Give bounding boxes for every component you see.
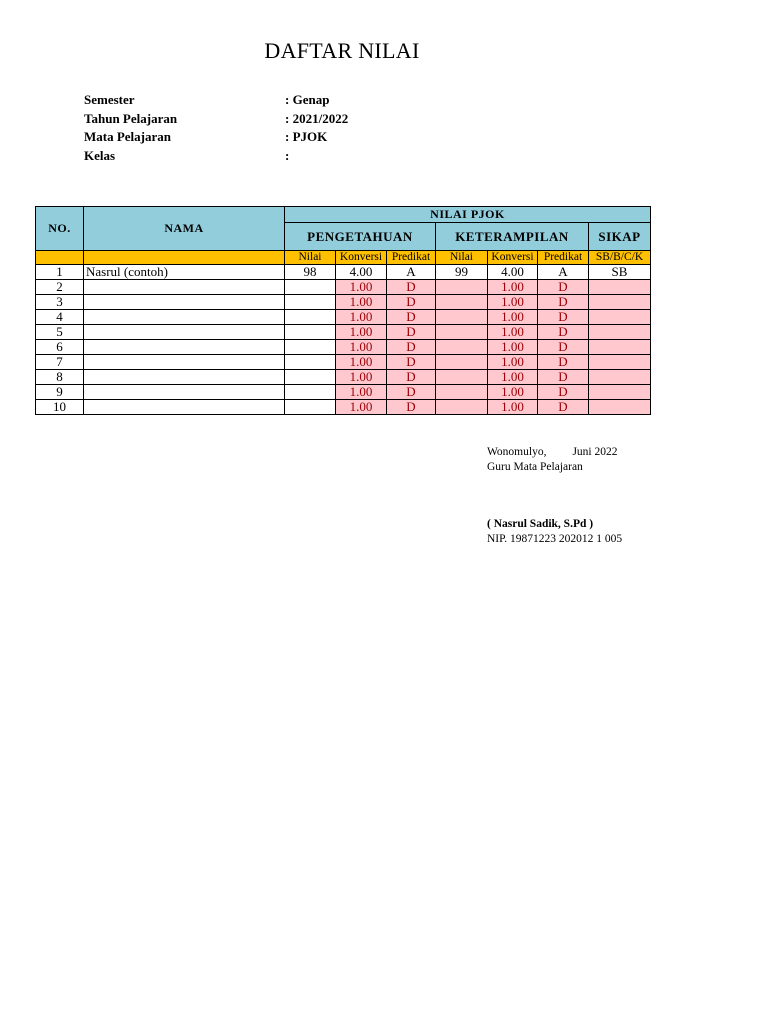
subheader-konversi: Konversi bbox=[488, 251, 538, 265]
cell-nilai-keterampilan bbox=[436, 280, 488, 295]
subheader-konversi: Konversi bbox=[336, 251, 387, 265]
signature-role: Guru Mata Pelajaran bbox=[487, 460, 583, 473]
table-row bbox=[36, 295, 651, 310]
grades-table bbox=[35, 206, 651, 415]
signature-name-block bbox=[487, 517, 622, 546]
cell-sikap bbox=[589, 400, 651, 415]
subheader-nilai: Nilai bbox=[436, 251, 488, 265]
cell-predikat-keterampilan: D bbox=[538, 400, 589, 415]
cell-no: 1 bbox=[36, 265, 84, 280]
cell-konversi-keterampilan: 1.00 bbox=[488, 280, 538, 295]
cell-nilai-pengetahuan bbox=[285, 310, 336, 325]
meta-value: : 2021/2022 bbox=[285, 110, 349, 126]
meta-value: : Genap bbox=[285, 92, 330, 107]
signature-block bbox=[487, 445, 618, 474]
cell-no: 7 bbox=[36, 355, 84, 370]
cell-nama bbox=[84, 400, 285, 415]
table-row bbox=[36, 355, 651, 370]
meta-value: : bbox=[285, 147, 290, 163]
signature-nip: NIP. 19871223 202012 1 005 bbox=[487, 532, 623, 545]
cell-predikat-keterampilan: D bbox=[538, 295, 589, 310]
grade-rows bbox=[36, 265, 651, 415]
subheader-predikat: Predikat bbox=[538, 251, 589, 265]
cell-nilai-keterampilan bbox=[436, 295, 488, 310]
cell-predikat-pengetahuan: D bbox=[387, 385, 436, 400]
cell-sikap bbox=[589, 340, 651, 355]
cell-no: 9 bbox=[36, 385, 84, 400]
meta-info bbox=[84, 91, 348, 165]
meta-row-semester bbox=[84, 91, 348, 110]
cell-predikat-keterampilan: D bbox=[538, 370, 589, 385]
cell-no: 2 bbox=[36, 280, 84, 295]
cell-konversi-pengetahuan: 1.00 bbox=[336, 400, 387, 415]
cell-nilai-pengetahuan bbox=[285, 355, 336, 370]
signature-place: Wonomulyo, bbox=[487, 446, 547, 458]
cell-predikat-keterampilan: D bbox=[538, 325, 589, 340]
cell-nilai-keterampilan: 99 bbox=[436, 265, 488, 280]
header-nama: NAMA bbox=[84, 207, 285, 251]
cell-predikat-pengetahuan: A bbox=[387, 265, 436, 280]
cell-sikap bbox=[589, 295, 651, 310]
table-row bbox=[36, 265, 651, 280]
cell-konversi-pengetahuan: 1.00 bbox=[336, 295, 387, 310]
meta-label: Tahun Pelajaran bbox=[84, 110, 178, 126]
cell-nilai-pengetahuan bbox=[285, 400, 336, 415]
cell-sikap bbox=[589, 355, 651, 370]
cell-konversi-pengetahuan: 4.00 bbox=[336, 265, 387, 280]
cell-no: 4 bbox=[36, 310, 84, 325]
cell-nama bbox=[84, 355, 285, 370]
cell-no: 3 bbox=[36, 295, 84, 310]
subheader-sikap: SB/B/C/K bbox=[589, 251, 651, 265]
subheader-blank bbox=[84, 251, 285, 265]
cell-konversi-keterampilan: 1.00 bbox=[488, 370, 538, 385]
cell-konversi-pengetahuan: 1.00 bbox=[336, 385, 387, 400]
cell-konversi-pengetahuan: 1.00 bbox=[336, 310, 387, 325]
cell-nama bbox=[84, 295, 285, 310]
cell-nama bbox=[84, 340, 285, 355]
cell-konversi-keterampilan: 1.00 bbox=[488, 295, 538, 310]
meta-label: Semester bbox=[84, 92, 135, 107]
cell-predikat-pengetahuan: D bbox=[387, 325, 436, 340]
cell-nilai-keterampilan bbox=[436, 400, 488, 415]
cell-nilai-keterampilan bbox=[436, 340, 488, 355]
cell-sikap bbox=[589, 280, 651, 295]
cell-nilai-pengetahuan bbox=[285, 385, 336, 400]
meta-row-mata-pelajaran bbox=[84, 128, 348, 147]
subheader-predikat: Predikat bbox=[387, 251, 436, 265]
cell-predikat-pengetahuan: D bbox=[387, 340, 436, 355]
cell-konversi-keterampilan: 4.00 bbox=[488, 265, 538, 280]
table-row bbox=[36, 280, 651, 295]
cell-no: 10 bbox=[36, 400, 84, 415]
meta-value: : PJOK bbox=[285, 129, 328, 144]
cell-nilai-keterampilan bbox=[436, 385, 488, 400]
cell-nilai-keterampilan bbox=[436, 310, 488, 325]
meta-label: Mata Pelajaran bbox=[84, 129, 172, 144]
cell-predikat-pengetahuan: D bbox=[387, 310, 436, 325]
cell-predikat-pengetahuan: D bbox=[387, 295, 436, 310]
cell-nilai-keterampilan bbox=[436, 355, 488, 370]
cell-nama bbox=[84, 325, 285, 340]
header-sikap: SIKAP bbox=[589, 223, 651, 251]
cell-predikat-keterampilan: D bbox=[538, 280, 589, 295]
table-row bbox=[36, 370, 651, 385]
cell-predikat-keterampilan: D bbox=[538, 385, 589, 400]
header-nilai-pjok: NILAI PJOK bbox=[285, 207, 651, 223]
cell-konversi-pengetahuan: 1.00 bbox=[336, 370, 387, 385]
cell-nama bbox=[84, 280, 285, 295]
cell-konversi-keterampilan: 1.00 bbox=[488, 325, 538, 340]
cell-nilai-pengetahuan bbox=[285, 280, 336, 295]
cell-konversi-keterampilan: 1.00 bbox=[488, 385, 538, 400]
table-row bbox=[36, 325, 651, 340]
meta-row-kelas bbox=[84, 147, 348, 166]
cell-konversi-pengetahuan: 1.00 bbox=[336, 325, 387, 340]
header-no: NO. bbox=[36, 207, 84, 251]
cell-no: 8 bbox=[36, 370, 84, 385]
cell-nilai-pengetahuan bbox=[285, 325, 336, 340]
cell-predikat-keterampilan: A bbox=[538, 265, 589, 280]
cell-konversi-pengetahuan: 1.00 bbox=[336, 340, 387, 355]
table-row bbox=[36, 385, 651, 400]
cell-konversi-keterampilan: 1.00 bbox=[488, 340, 538, 355]
cell-konversi-keterampilan: 1.00 bbox=[488, 355, 538, 370]
cell-predikat-pengetahuan: D bbox=[387, 280, 436, 295]
cell-nama bbox=[84, 370, 285, 385]
header-pengetahuan: PENGETAHUAN bbox=[285, 223, 436, 251]
cell-nilai-keterampilan bbox=[436, 325, 488, 340]
signature-name: ( Nasrul Sadik, S.Pd ) bbox=[487, 518, 594, 530]
cell-nilai-pengetahuan bbox=[285, 370, 336, 385]
page-title: DAFTAR NILAI bbox=[264, 38, 420, 63]
cell-sikap bbox=[589, 385, 651, 400]
signature-date: Juni 2022 bbox=[572, 446, 618, 458]
cell-nama bbox=[84, 385, 285, 400]
cell-predikat-keterampilan: D bbox=[538, 340, 589, 355]
cell-sikap bbox=[589, 310, 651, 325]
cell-no: 5 bbox=[36, 325, 84, 340]
cell-nilai-keterampilan bbox=[436, 370, 488, 385]
cell-sikap: SB bbox=[589, 265, 651, 280]
cell-nama: Nasrul (contoh) bbox=[84, 265, 285, 280]
cell-konversi-pengetahuan: 1.00 bbox=[336, 355, 387, 370]
table-row bbox=[36, 310, 651, 325]
subheader-blank bbox=[36, 251, 84, 265]
cell-predikat-keterampilan: D bbox=[538, 355, 589, 370]
meta-row-tahun-pelajaran bbox=[84, 110, 348, 129]
cell-konversi-pengetahuan: 1.00 bbox=[336, 280, 387, 295]
cell-nilai-pengetahuan bbox=[285, 295, 336, 310]
cell-predikat-keterampilan: D bbox=[538, 310, 589, 325]
cell-predikat-pengetahuan: D bbox=[387, 355, 436, 370]
header-keterampilan: KETERAMPILAN bbox=[436, 223, 589, 251]
subheader-nilai: Nilai bbox=[285, 251, 336, 265]
cell-konversi-keterampilan: 1.00 bbox=[488, 310, 538, 325]
cell-no: 6 bbox=[36, 340, 84, 355]
table-row bbox=[36, 400, 651, 415]
cell-sikap bbox=[589, 325, 651, 340]
cell-predikat-pengetahuan: D bbox=[387, 370, 436, 385]
table-row bbox=[36, 340, 651, 355]
meta-label: Kelas bbox=[84, 147, 116, 163]
cell-nilai-pengetahuan bbox=[285, 340, 336, 355]
cell-nama bbox=[84, 310, 285, 325]
cell-predikat-pengetahuan: D bbox=[387, 400, 436, 415]
cell-nilai-pengetahuan: 98 bbox=[285, 265, 336, 280]
cell-konversi-keterampilan: 1.00 bbox=[488, 400, 538, 415]
cell-sikap bbox=[589, 370, 651, 385]
